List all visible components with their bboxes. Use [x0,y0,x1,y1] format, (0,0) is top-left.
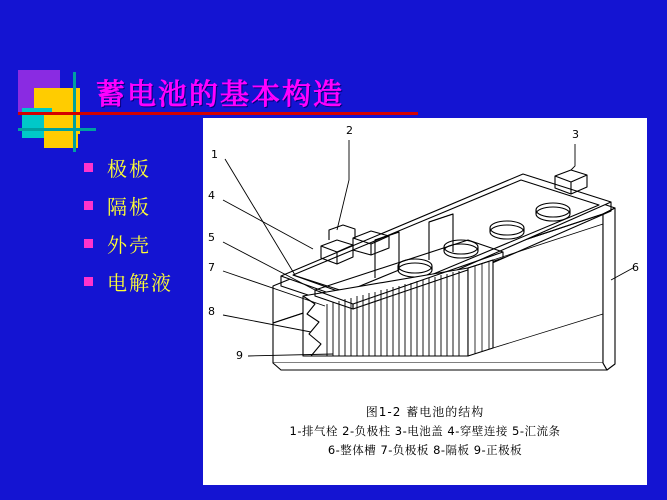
figure-legend-line-1: 1-排气栓 2-负极柱 3-电池盖 4-穿壁连接 5-汇流条 [289,424,561,438]
figure-caption-title: 图1-2 蓄电池的结构 [365,405,485,419]
callout-7: 7 [208,261,215,274]
callout-9: 9 [236,349,243,362]
figure-legend-line-2: 6-整体槽 7-负极板 8-隔板 9-正极板 [327,443,523,457]
callout-3: 3 [572,128,579,141]
callout-5: 5 [208,231,215,244]
bullet-square-icon [84,201,93,210]
callout-2: 2 [346,124,353,137]
bullet-label: 隔板 [107,194,151,219]
page-title: 蓄电池的基本构造 [96,77,345,111]
title-decoration [18,62,96,152]
figure-caption [203,403,647,460]
bullet-label: 电解液 [107,270,173,295]
bullet-label: 外壳 [107,232,151,257]
battery-structure-figure [203,118,647,485]
callout-6: 6 [632,261,639,274]
bullet-label: 极板 [107,156,151,181]
bullet-square-icon [84,277,93,286]
callout-8: 8 [208,305,215,318]
battery-diagram [203,118,647,408]
bullet-square-icon [84,163,93,172]
bullet-square-icon [84,239,93,248]
callout-4: 4 [208,189,215,202]
title-underline [18,112,418,115]
callout-1: 1 [211,148,218,161]
deco-line-horizontal [18,128,96,131]
